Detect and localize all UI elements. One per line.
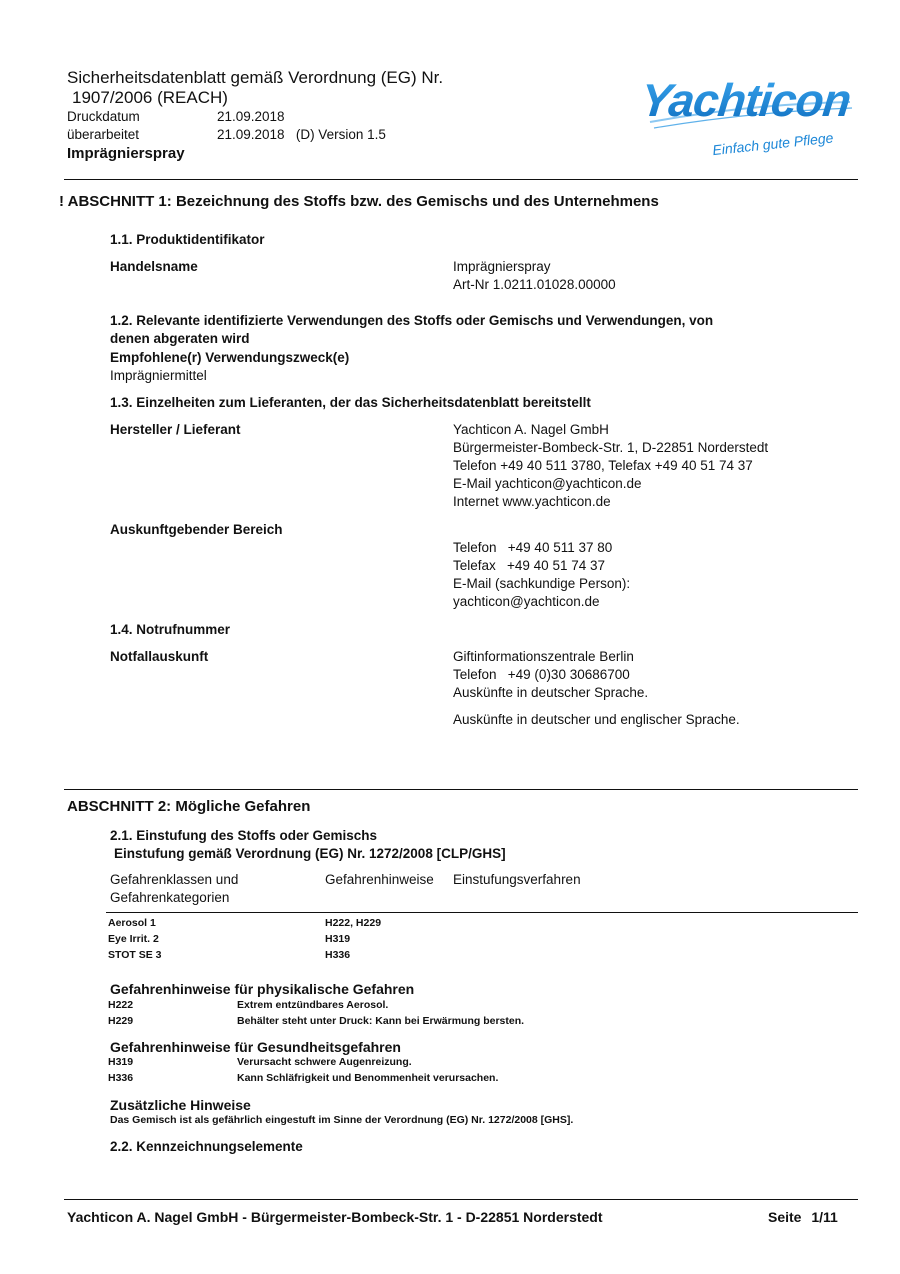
revised-label: überarbeitet <box>67 127 140 142</box>
article-number: Art-Nr 1.0211.01028.00000 <box>453 277 616 292</box>
additional-text: Das Gemisch ist als gefährlich eingestuft im Sinne der Verordnung (EG) Nr. 1272/2008 [GHS]. <box>110 1114 574 1126</box>
emergency-label: Notfallauskunft <box>110 649 209 664</box>
print-date: 21.09.2018 <box>217 109 285 124</box>
s22-title: 2.2. Kennzeichnungselemente <box>110 1139 303 1154</box>
section2-divider <box>64 789 858 790</box>
title-line-2: 1907/2006 (REACH) <box>72 88 228 107</box>
table-header-classes <box>110 871 238 907</box>
s21-title-line-2: Einstufung gemäß Verordnung (EG) Nr. 1272/2008 [CLP/GHS] <box>114 846 506 861</box>
additional-title: Zusätzliche Hinweise <box>110 1097 251 1113</box>
classification-hazard: H336 <box>325 949 351 961</box>
list-item <box>0 1070 900 1086</box>
info-email: yachticon@yachticon.de <box>453 594 600 609</box>
emergency-center: Giftinformationszentrale Berlin <box>453 649 634 664</box>
health-title: Gefahrenhinweise für Gesundheitsgefahren <box>110 1039 401 1055</box>
supplier-company: Yachticon A. Nagel GmbH <box>453 422 609 437</box>
classification-hazard: H222, H229 <box>325 917 382 929</box>
hazard-text: Kann Schläfrigkeit und Benommenheit verursachen. <box>237 1072 499 1084</box>
trade-name: Imprägnierspray <box>453 259 551 274</box>
list-item <box>0 997 900 1013</box>
list-item <box>0 1054 900 1070</box>
hazard-text: Verursacht schwere Augenreizung. <box>237 1056 412 1068</box>
table-header-procedure: Einstufungsverfahren <box>453 872 581 887</box>
table-row <box>0 915 900 931</box>
s12-title-line-1: 1.2. Relevante identifizierte Verwendungen des Stoffs oder Gemischs und Verwendungen, von <box>110 313 714 328</box>
info-phone: Telefon +49 40 511 37 80 <box>453 540 613 555</box>
classification-category: Eye Irrit. 2 <box>108 933 159 945</box>
supplier-phone: Telefon +49 40 511 3780, Telefax +49 40 51 74 37 <box>453 458 753 473</box>
classification-category: STOT SE 3 <box>108 949 162 961</box>
document-title <box>67 68 443 108</box>
print-date-label: Druckdatum <box>67 109 140 124</box>
page-label: Seite <box>768 1209 802 1225</box>
list-item <box>0 1013 900 1029</box>
supplier-street: Bürgermeister-Bombeck-Str. 1, D-22851 Norderstedt <box>453 440 769 455</box>
recommended-use: Imprägniermittel <box>110 368 207 383</box>
emergency-contact <box>453 648 648 702</box>
phys-title: Gefahrenhinweise für physikalische Gefahren <box>110 981 415 997</box>
hazard-code: H319 <box>108 1056 134 1068</box>
footer-company: Yachticon A. Nagel GmbH - Bürgermeister-Bombeck-Str. 1 - D-22851 Norderstedt <box>67 1209 603 1225</box>
hazard-text: Extrem entzündbares Aerosol. <box>237 999 389 1011</box>
supplier-website: Internet www.yachticon.de <box>453 494 611 509</box>
supplier-address <box>453 421 768 511</box>
section2-title: ABSCHNITT 2: Mögliche Gefahren <box>67 798 311 815</box>
table-header-hazards: Gefahrenhinweise <box>325 872 434 887</box>
title-line-1: Sicherheitsdatenblatt gemäß Verordnung (EG) Nr. <box>67 68 444 87</box>
info-email-label: E-Mail (sachkundige Person): <box>453 576 631 591</box>
table-header-col1-line1: Gefahrenklassen und <box>110 872 239 887</box>
logo-slogan: Einfach gute Pflege <box>711 129 835 159</box>
yachticon-logo <box>640 72 860 162</box>
table-row <box>0 947 900 963</box>
info-fax: Telefax +49 40 51 74 37 <box>453 558 605 573</box>
s12-title-line-2: denen abgeraten wird <box>110 331 250 346</box>
s21-title-line-1: 2.1. Einstufung des Stoffs oder Gemischs <box>110 828 378 843</box>
hazard-code: H229 <box>108 1015 134 1027</box>
classification-category: Aerosol 1 <box>108 917 156 929</box>
table-header-divider <box>106 912 858 913</box>
logo-graphic <box>640 72 860 162</box>
info-label: Auskunftgebender Bereich <box>110 522 283 537</box>
hazard-code: H336 <box>108 1072 134 1084</box>
emergency-extra: Auskünfte in deutscher und englischer Sprache. <box>453 712 740 727</box>
revised-value: 21.09.2018 (D) Version 1.5 <box>217 127 386 142</box>
recommended-use-label: Empfohlene(r) Verwendungszweck(e) <box>110 350 350 365</box>
header-divider <box>64 179 858 180</box>
classification-hazard: H319 <box>325 933 351 945</box>
s12-title <box>110 312 713 348</box>
supplier-label: Hersteller / Lieferant <box>110 422 241 437</box>
footer-page <box>768 1208 838 1226</box>
trade-name-value <box>453 258 616 294</box>
product-name: Imprägnierspray <box>67 145 185 162</box>
hazard-text: Behälter steht unter Druck: Kann bei Erwärmung bersten. <box>237 1015 525 1027</box>
supplier-email: E-Mail yachticon@yachticon.de <box>453 476 642 491</box>
s11-title: 1.1. Produktidentifikator <box>110 232 265 247</box>
trade-name-label: Handelsname <box>110 259 198 274</box>
footer-divider <box>64 1199 858 1200</box>
s21-title <box>110 827 506 863</box>
s14-title: 1.4. Notrufnummer <box>110 622 231 637</box>
logo-wordmark: Yachticon <box>640 74 853 126</box>
hazard-code: H222 <box>108 999 134 1011</box>
emergency-phone: Telefon +49 (0)30 30686700 <box>453 667 630 682</box>
table-header-col1-line2: Gefahrenkategorien <box>110 890 230 905</box>
info-contact <box>453 539 630 611</box>
s13-title: 1.3. Einzelheiten zum Lieferanten, der das Sicherheitsdatenblatt bereitstellt <box>110 395 591 410</box>
page-number: 1/11 <box>811 1209 838 1225</box>
table-row <box>0 931 900 947</box>
emergency-language: Auskünfte in deutscher Sprache. <box>453 685 649 700</box>
section1-title: ! ABSCHNITT 1: Bezeichnung des Stoffs bzw. des Gemischs und des Unternehmens <box>59 193 659 210</box>
